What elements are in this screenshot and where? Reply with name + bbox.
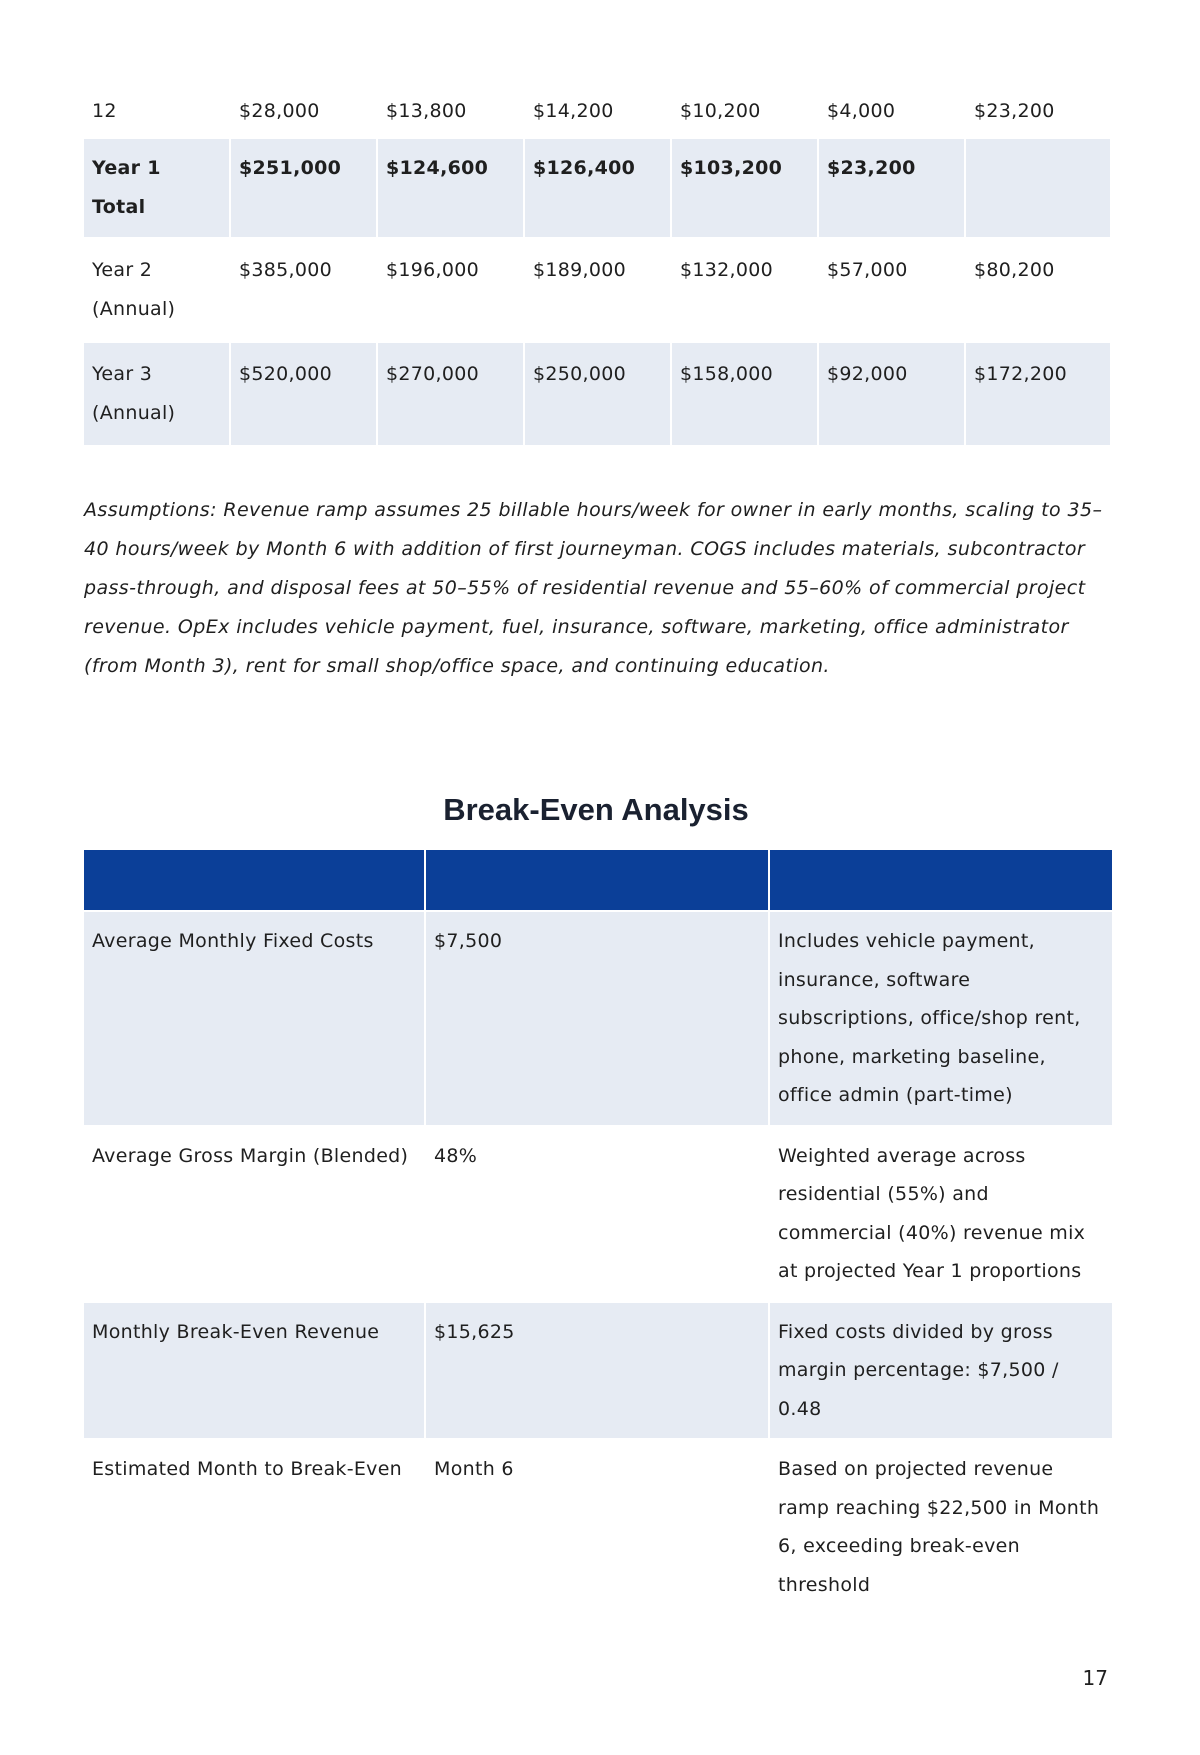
table-cell: $124,600 xyxy=(378,139,523,237)
note-cell: Weighted average across residential (55%) and commercial (40%) revenue mix at projected Year 1 proportions xyxy=(778,1144,1086,1282)
table-header-cell xyxy=(84,850,424,910)
metric-cell: Monthly Break-Even Revenue xyxy=(84,1303,424,1439)
financial-projection-table xyxy=(82,84,1112,447)
table-cell: $385,000 xyxy=(239,259,333,281)
table-row xyxy=(84,1127,1112,1301)
table-cell: $4,000 xyxy=(827,100,896,122)
page-number: 17 xyxy=(1082,1666,1108,1690)
table-cell: $132,000 xyxy=(680,259,774,281)
table-cell: $103,200 xyxy=(672,139,817,237)
note-cell: Based on projected revenue ramp reaching $22,500 in Month 6, exceeding break-even threshold xyxy=(778,1458,1100,1596)
table-cell: $57,000 xyxy=(827,259,908,281)
table-cell: $189,000 xyxy=(533,259,627,281)
value-cell: $7,500 xyxy=(426,912,768,1125)
table-row xyxy=(84,912,1112,1125)
table-row xyxy=(84,1440,1112,1614)
row-label: Year 2 (Annual) xyxy=(92,259,176,320)
table-header-cell xyxy=(426,850,768,910)
row-label: Year 3 (Annual) xyxy=(84,343,229,445)
note-cell: Fixed costs divided by gross margin percentage: $7,500 / 0.48 xyxy=(770,1303,1112,1439)
document-page xyxy=(84,84,1108,1616)
table-cell: $80,200 xyxy=(974,259,1055,281)
assumptions-note: Assumptions: Revenue ramp assumes 25 billable hours/week for owner in early months, scaling to 35–40 hours/week by Month 6 with addition of first journeyman. COGS includes materials, subcontractor pass-through, and disposal fees at 50–55% of residential revenue and 55–60% of commercial project revenue. OpEx includes vehicle payment, fuel, insurance, software, marketing, office administrator (from Month 3), rent for small shop/office space, and continuing education. xyxy=(84,499,1103,677)
table-cell: $196,000 xyxy=(386,259,480,281)
table-cell: $520,000 xyxy=(231,343,376,445)
table-row xyxy=(84,239,1110,341)
table-cell: $250,000 xyxy=(525,343,670,445)
table-row xyxy=(84,1303,1112,1439)
table-cell: $270,000 xyxy=(378,343,523,445)
row-label: Year 1 Total xyxy=(84,139,229,237)
metric-cell: Average Monthly Fixed Costs xyxy=(84,912,424,1125)
table-row xyxy=(84,86,1110,137)
table-row xyxy=(84,343,1110,445)
section-title: Break-Even Analysis xyxy=(443,792,749,827)
table-cell: $23,200 xyxy=(974,100,1055,122)
value-cell: $15,625 xyxy=(426,1303,768,1439)
table-cell: $13,800 xyxy=(386,100,467,122)
table-cell: $28,000 xyxy=(239,100,320,122)
note-cell: Includes vehicle payment, insurance, software subscriptions, office/shop rent, phone, marketing baseline, office admin (part-time) xyxy=(770,912,1112,1125)
table-cell: $172,200 xyxy=(966,343,1110,445)
table-cell xyxy=(966,139,1110,237)
table-header-row xyxy=(84,850,1112,910)
row-label: 12 xyxy=(92,100,117,122)
table-row-total xyxy=(84,139,1110,237)
table-cell: $23,200 xyxy=(819,139,964,237)
value-cell: Month 6 xyxy=(434,1458,514,1480)
table-cell: $14,200 xyxy=(533,100,614,122)
break-even-table xyxy=(82,848,1114,1616)
table-header-cell xyxy=(770,850,1112,910)
table-cell: $251,000 xyxy=(231,139,376,237)
table-cell: $158,000 xyxy=(672,343,817,445)
value-cell: 48% xyxy=(434,1144,478,1167)
table-cell: $126,400 xyxy=(525,139,670,237)
metric-cell: Average Gross Margin (Blended) xyxy=(92,1144,409,1167)
table-cell: $10,200 xyxy=(680,100,761,122)
table-cell: $92,000 xyxy=(819,343,964,445)
metric-cell: Estimated Month to Break-Even xyxy=(92,1458,403,1480)
